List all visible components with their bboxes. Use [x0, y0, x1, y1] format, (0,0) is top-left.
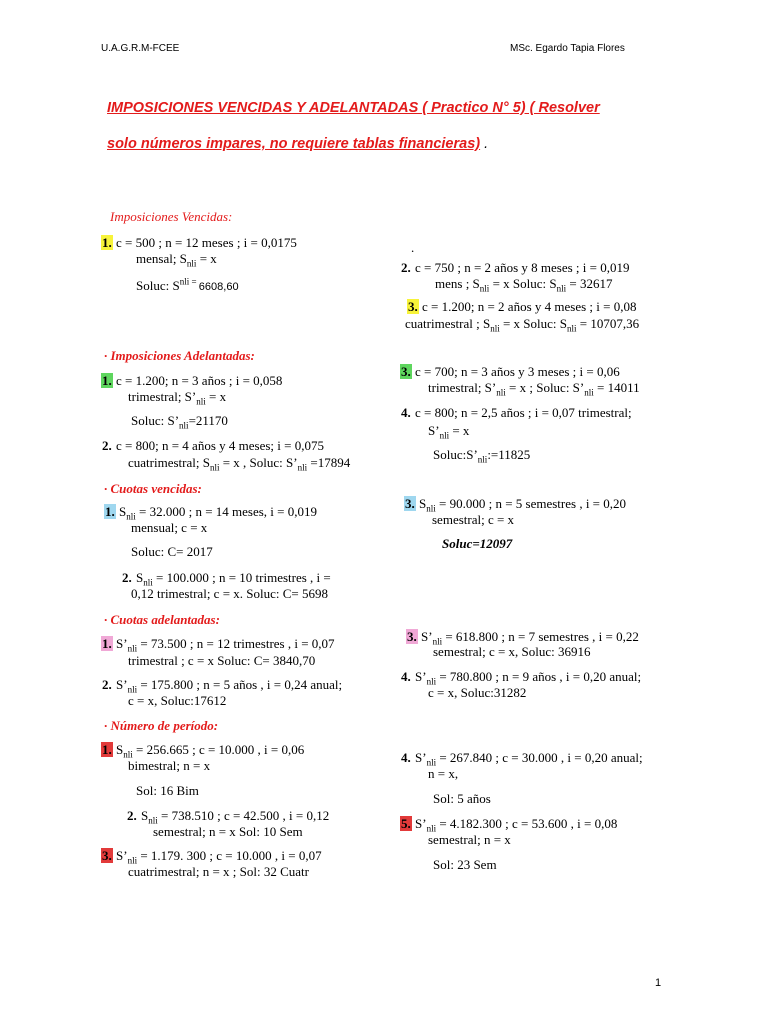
problem-a4: 4. c = 800; n = 2,5 años ; i = 0,07 trimestral; — [401, 405, 632, 420]
problem-cv2-line2: 0,12 trimestral; c = x. Soluc: C= 5698 — [131, 586, 329, 601]
problem-ca1: 1. $S’_{nli} = 73.500$ ; n = 12 trimestres , i = 0,07 — [102, 636, 335, 654]
problem-v2-line2: mens ; $S_{nli} = x$ Soluc: $S_{nli} = 32617$ — [435, 276, 613, 294]
problem-np1-line2: bimestral; n = x — [128, 758, 211, 773]
problem-v2: 2. c = 750 ; n = 2 años y 8 meses ; i = 0,019 — [401, 260, 630, 275]
problem-ca2-line2: c = x, Soluc:17612 — [128, 693, 227, 708]
problem-cv1: 1. $S_{nli} = 32.000$ ; n = 14 meses, i = 0,019 — [105, 504, 317, 522]
problem-a2: 2. c = 800; n = 4 años y 4 meses; i = 0,075 — [102, 438, 324, 453]
section-numero-periodo: · Número de período: — [104, 718, 219, 733]
problem-cv3: 3. $S_{nli} = 90.000$ ; n = 5 semestres , i = 0,20 — [405, 496, 627, 514]
problem-cv3-line2: semestral; c = x — [432, 512, 515, 527]
section-cuotas-vencidas: · Cuotas vencidas: — [104, 481, 202, 496]
problem-np1: 1. $S_{nli} = 256.665$ ; c = 10.000 , i = 0,06 — [102, 742, 305, 760]
problem-cv1-solution: Soluc: C= 2017 — [131, 544, 213, 559]
header-left: U.A.G.R.M-FCEE — [101, 43, 180, 54]
title-line1: IMPOSICIONES VENCIDAS Y ADELANTADAS ( Practico N° 5) ( Resolver — [107, 100, 600, 116]
problem-a4-line2: $S’_{nli} = x$ — [428, 423, 470, 441]
problem-np5: 5. $S’_{nli} = 4.182.300$ ; c = 53.600 , i = 0,08 — [401, 816, 618, 834]
problem-np3-line2: cuatrimestral; n = x ; Sol: 32 Cuatr — [128, 864, 309, 879]
problem-ca3-line2: semestral; c = x, Soluc: 36916 — [433, 644, 591, 659]
problem-a1-line2: trimestral; $S’_{nli} = x$ — [128, 389, 227, 407]
problem-np2: 2. $S_{nli} = 738.510$ ; c = 42.500 , i = 0,12 — [127, 808, 330, 826]
problem-ca4: 4. $S’_{nli} = 780.800$ ; n = 9 años , i = 0,20 anual; — [401, 669, 642, 687]
problem-np1-solution: Sol: 16 Bim — [136, 783, 199, 798]
section-imposiciones-adelantadas: · Imposiciones Adelantadas: — [104, 348, 255, 363]
problem-v3-line2: cuatrimestral ; $S_{nli} = x$ Soluc: $S_{nli} = 10707,36$ — [405, 316, 640, 334]
problem-a3: 3. c = 700; n = 3 años y 3 meses ; i = 0,06 — [401, 364, 620, 379]
problem-np5-line2: semestral; n = x — [428, 832, 511, 847]
right-dot: . — [411, 240, 415, 255]
problem-cv3-solution: Soluc=12097 — [442, 536, 513, 551]
problem-v3: 3. c = 1.200; n = 2 años y 4 meses ; i = 0,08 — [408, 299, 637, 314]
problem-np3: 3. $S’_{nli} = 1.179$. 300 ; c = 10.000 , i = 0,07 — [102, 848, 322, 866]
section-cuotas-adelantadas: · Cuotas adelantadas: — [104, 612, 220, 627]
problem-v1-line2: mensal; $S_{nli} = x$ — [136, 251, 217, 269]
problem-ca3: 3. $S’_{nli} = 618.800$ ; n = 7 semestres , i = 0,22 — [407, 629, 639, 647]
problem-np5-solution: Sol: 23 Sem — [433, 857, 497, 872]
problem-np4-line2: n = x, — [428, 766, 459, 781]
problem-v1: 1. c = 500 ; n = 12 meses ; i = 0,0175 — [102, 235, 297, 250]
page-number: 1 — [655, 977, 662, 989]
problem-ca1-line2: trimestral ; c = x Soluc: C= 3840,70 — [128, 653, 316, 668]
section-imposiciones-vencidas: Imposiciones Vencidas: — [110, 209, 233, 224]
problem-a2-line2: cuatrimestral; $S_{nli} = x$ , Soluc: $S’_{nli} =17894$ — [128, 455, 351, 473]
problem-np4: 4. $S’_{nli} = 267.840$ ; c = 30.000 , i = 0,20 anual; — [401, 750, 643, 768]
problem-a4-solution: $Soluc:S’_{nli}:=11825$ — [433, 447, 531, 465]
problem-np4-solution: Sol: 5 años — [433, 791, 491, 806]
problem-np2-line2: semestral; n = x Sol: 10 Sem — [153, 824, 303, 839]
header-right: MSc. Egardo Tapia Flores — [510, 43, 625, 54]
problem-ca2: 2. $S’_{nli} = 175.800$ ; n = 5 años , i = 0,24 anual; — [102, 677, 343, 695]
title-line2: solo números impares, no requiere tablas financieras) . — [107, 136, 489, 152]
problem-v1-solution: Soluc: $S^{nli =}$ 6608,60 — [136, 276, 239, 293]
problem-a3-line2: trimestral; $S’_{nli} = x$ ; Soluc: $S’_{nli} = 14011$ — [428, 380, 640, 398]
problem-cv2: 2. $S_{nli} = 100.000$ ; n = 10 trimestres , i = — [122, 570, 331, 588]
problem-ca4-line2: c = x, Soluc:31282 — [428, 685, 527, 700]
problem-cv1-line2: mensual; c = x — [131, 520, 208, 535]
problem-a1-solution: Soluc: $S’_{nli}=21170$ — [131, 413, 228, 431]
problem-a1: 1. c = 1.200; n = 3 años ; i = 0,058 — [102, 373, 283, 388]
